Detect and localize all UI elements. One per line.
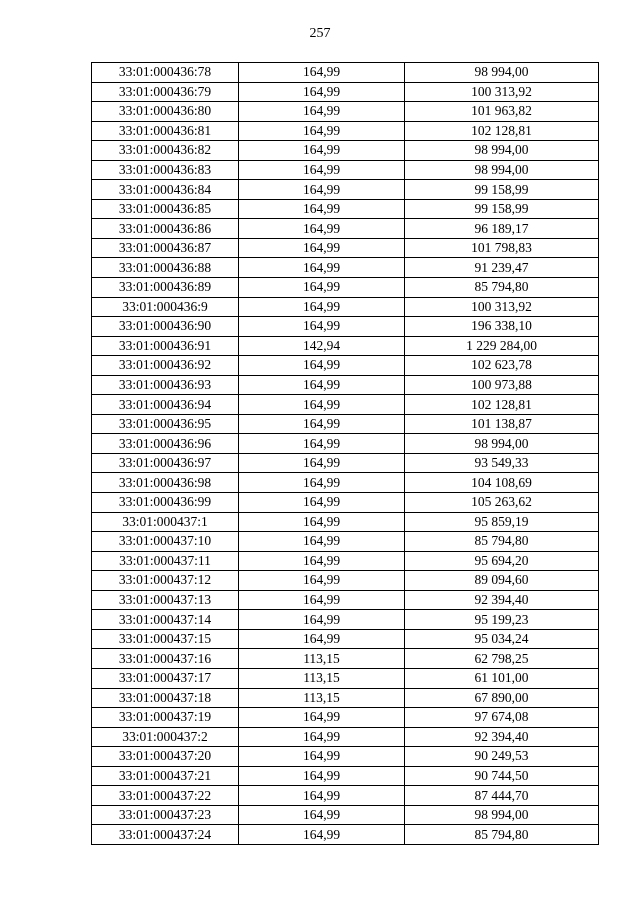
- table-row: [92, 434, 599, 454]
- area-cell: 164,99: [239, 317, 405, 337]
- value-cell: 102 623,78: [405, 356, 599, 376]
- cadastral-number-cell: 33:01:000436:88: [92, 258, 239, 278]
- cadastral-number-cell: 33:01:000436:89: [92, 278, 239, 298]
- table-row: [92, 493, 599, 513]
- area-cell: 164,99: [239, 708, 405, 728]
- table-row: [92, 102, 599, 122]
- table-row: [92, 141, 599, 161]
- value-cell: 85 794,80: [405, 532, 599, 552]
- value-cell: 98 994,00: [405, 141, 599, 161]
- value-cell: 95 694,20: [405, 551, 599, 571]
- area-cell: 164,99: [239, 610, 405, 630]
- table-row: [92, 180, 599, 200]
- value-cell: 92 394,40: [405, 590, 599, 610]
- area-cell: 164,99: [239, 727, 405, 747]
- value-cell: 85 794,80: [405, 825, 599, 845]
- cadastral-number-cell: 33:01:000436:83: [92, 160, 239, 180]
- value-cell: 92 394,40: [405, 727, 599, 747]
- area-cell: 164,99: [239, 258, 405, 278]
- cadastral-number-cell: 33:01:000436:94: [92, 395, 239, 415]
- area-cell: 164,99: [239, 786, 405, 806]
- value-cell: 100 313,92: [405, 82, 599, 102]
- cadastral-number-cell: 33:01:000436:9: [92, 297, 239, 317]
- cadastral-number-cell: 33:01:000436:86: [92, 219, 239, 239]
- cadastral-number-cell: 33:01:000437:11: [92, 551, 239, 571]
- page-number: 257: [309, 26, 331, 41]
- cadastral-number-cell: 33:01:000437:18: [92, 688, 239, 708]
- value-cell: 62 798,25: [405, 649, 599, 669]
- area-cell: 164,99: [239, 238, 405, 258]
- cadastral-number-cell: 33:01:000437:12: [92, 571, 239, 591]
- area-cell: 164,99: [239, 121, 405, 141]
- cadastral-number-cell: 33:01:000437:21: [92, 766, 239, 786]
- cadastral-number-cell: 33:01:000436:98: [92, 473, 239, 493]
- value-cell: 98 994,00: [405, 63, 599, 83]
- value-cell: 95 859,19: [405, 512, 599, 532]
- table-row: [92, 512, 599, 532]
- cadastral-number-cell: 33:01:000437:24: [92, 825, 239, 845]
- table-row: [92, 805, 599, 825]
- cadastral-number-cell: 33:01:000436:96: [92, 434, 239, 454]
- table-body: [92, 63, 599, 845]
- area-cell: 164,99: [239, 141, 405, 161]
- value-cell: 96 189,17: [405, 219, 599, 239]
- cadastral-table: [91, 62, 599, 845]
- table-row: [92, 121, 599, 141]
- value-cell: 1 229 284,00: [405, 336, 599, 356]
- table-row: [92, 375, 599, 395]
- table-row: [92, 395, 599, 415]
- value-cell: 105 263,62: [405, 493, 599, 513]
- cadastral-number-cell: 33:01:000436:84: [92, 180, 239, 200]
- table-row: [92, 238, 599, 258]
- area-cell: 164,99: [239, 356, 405, 376]
- cadastral-number-cell: 33:01:000436:80: [92, 102, 239, 122]
- value-cell: 91 239,47: [405, 258, 599, 278]
- area-cell: 164,99: [239, 825, 405, 845]
- table-row: [92, 629, 599, 649]
- area-cell: 164,99: [239, 199, 405, 219]
- table-row: [92, 571, 599, 591]
- value-cell: 104 108,69: [405, 473, 599, 493]
- table-row: [92, 336, 599, 356]
- table-row: [92, 356, 599, 376]
- area-cell: 164,99: [239, 219, 405, 239]
- value-cell: 95 034,24: [405, 629, 599, 649]
- area-cell: 164,99: [239, 590, 405, 610]
- table-row: [92, 708, 599, 728]
- table-row: [92, 473, 599, 493]
- area-cell: 164,99: [239, 434, 405, 454]
- value-cell: 101 138,87: [405, 414, 599, 434]
- area-cell: 113,15: [239, 649, 405, 669]
- value-cell: 87 444,70: [405, 786, 599, 806]
- cadastral-number-cell: 33:01:000436:99: [92, 493, 239, 513]
- table-row: [92, 453, 599, 473]
- area-cell: 164,99: [239, 512, 405, 532]
- cadastral-number-cell: 33:01:000437:16: [92, 649, 239, 669]
- cadastral-number-cell: 33:01:000436:91: [92, 336, 239, 356]
- value-cell: 99 158,99: [405, 180, 599, 200]
- cadastral-number-cell: 33:01:000437:20: [92, 747, 239, 767]
- table-row: [92, 278, 599, 298]
- table-row: [92, 610, 599, 630]
- table-row: [92, 297, 599, 317]
- area-cell: 164,99: [239, 766, 405, 786]
- area-cell: 142,94: [239, 336, 405, 356]
- area-cell: 164,99: [239, 532, 405, 552]
- cadastral-number-cell: 33:01:000436:87: [92, 238, 239, 258]
- table-row: [92, 532, 599, 552]
- value-cell: 98 994,00: [405, 805, 599, 825]
- area-cell: 164,99: [239, 297, 405, 317]
- cadastral-number-cell: 33:01:000437:14: [92, 610, 239, 630]
- area-cell: 164,99: [239, 102, 405, 122]
- cadastral-number-cell: 33:01:000437:15: [92, 629, 239, 649]
- value-cell: 89 094,60: [405, 571, 599, 591]
- value-cell: 98 994,00: [405, 434, 599, 454]
- table-row: [92, 258, 599, 278]
- value-cell: 95 199,23: [405, 610, 599, 630]
- area-cell: 164,99: [239, 278, 405, 298]
- cadastral-number-cell: 33:01:000436:85: [92, 199, 239, 219]
- value-cell: 85 794,80: [405, 278, 599, 298]
- cadastral-number-cell: 33:01:000437:19: [92, 708, 239, 728]
- value-cell: 102 128,81: [405, 395, 599, 415]
- area-cell: 164,99: [239, 82, 405, 102]
- value-cell: 90 249,53: [405, 747, 599, 767]
- cadastral-number-cell: 33:01:000436:90: [92, 317, 239, 337]
- area-cell: 164,99: [239, 395, 405, 415]
- table-row: [92, 199, 599, 219]
- area-cell: 164,99: [239, 160, 405, 180]
- area-cell: 164,99: [239, 747, 405, 767]
- table-row: [92, 668, 599, 688]
- cadastral-number-cell: 33:01:000437:17: [92, 668, 239, 688]
- table-row: [92, 825, 599, 845]
- area-cell: 164,99: [239, 375, 405, 395]
- table-row: [92, 414, 599, 434]
- area-cell: 164,99: [239, 551, 405, 571]
- value-cell: 98 994,00: [405, 160, 599, 180]
- table-row: [92, 590, 599, 610]
- table-row: [92, 317, 599, 337]
- area-cell: 164,99: [239, 571, 405, 591]
- cadastral-number-cell: 33:01:000437:22: [92, 786, 239, 806]
- value-cell: 67 890,00: [405, 688, 599, 708]
- cadastral-number-cell: 33:01:000437:2: [92, 727, 239, 747]
- table-row: [92, 82, 599, 102]
- area-cell: 113,15: [239, 668, 405, 688]
- cadastral-number-cell: 33:01:000437:1: [92, 512, 239, 532]
- value-cell: 196 338,10: [405, 317, 599, 337]
- value-cell: 90 744,50: [405, 766, 599, 786]
- table-row: [92, 766, 599, 786]
- cadastral-number-cell: 33:01:000436:79: [92, 82, 239, 102]
- table-row: [92, 63, 599, 83]
- area-cell: 164,99: [239, 63, 405, 83]
- cadastral-number-cell: 33:01:000436:81: [92, 121, 239, 141]
- cadastral-number-cell: 33:01:000437:23: [92, 805, 239, 825]
- area-cell: 164,99: [239, 180, 405, 200]
- area-cell: 164,99: [239, 473, 405, 493]
- cadastral-number-cell: 33:01:000436:93: [92, 375, 239, 395]
- cadastral-number-cell: 33:01:000437:13: [92, 590, 239, 610]
- cadastral-number-cell: 33:01:000436:95: [92, 414, 239, 434]
- area-cell: 164,99: [239, 629, 405, 649]
- area-cell: 164,99: [239, 453, 405, 473]
- value-cell: 100 973,88: [405, 375, 599, 395]
- value-cell: 99 158,99: [405, 199, 599, 219]
- area-cell: 113,15: [239, 688, 405, 708]
- cadastral-number-cell: 33:01:000436:82: [92, 141, 239, 161]
- area-cell: 164,99: [239, 414, 405, 434]
- cadastral-number-cell: 33:01:000436:78: [92, 63, 239, 83]
- cadastral-number-cell: 33:01:000436:92: [92, 356, 239, 376]
- table-row: [92, 786, 599, 806]
- value-cell: 93 549,33: [405, 453, 599, 473]
- area-cell: 164,99: [239, 493, 405, 513]
- table-row: [92, 747, 599, 767]
- value-cell: 100 313,92: [405, 297, 599, 317]
- value-cell: 61 101,00: [405, 668, 599, 688]
- table-row: [92, 688, 599, 708]
- value-cell: 102 128,81: [405, 121, 599, 141]
- value-cell: 101 798,83: [405, 238, 599, 258]
- cadastral-number-cell: 33:01:000437:10: [92, 532, 239, 552]
- table-row: [92, 551, 599, 571]
- table-row: [92, 160, 599, 180]
- table-row: [92, 727, 599, 747]
- value-cell: 97 674,08: [405, 708, 599, 728]
- cadastral-number-cell: 33:01:000436:97: [92, 453, 239, 473]
- table-row: [92, 649, 599, 669]
- value-cell: 101 963,82: [405, 102, 599, 122]
- table-row: [92, 219, 599, 239]
- area-cell: 164,99: [239, 805, 405, 825]
